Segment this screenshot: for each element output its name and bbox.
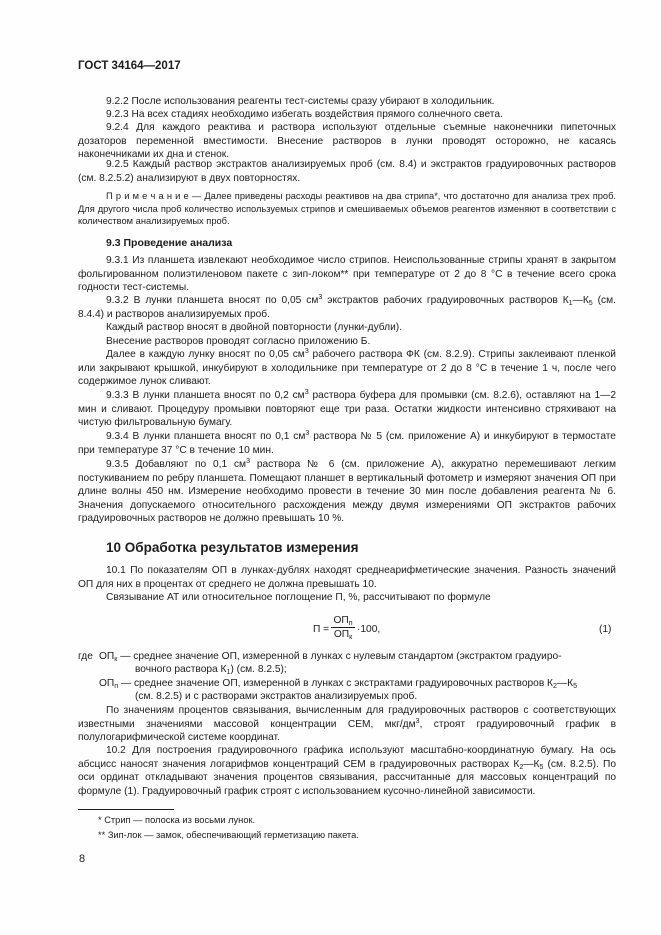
def-op-p-cont: (см. 8.2.5) и с растворами экстрактов анализируемых проб. bbox=[135, 691, 418, 702]
formula-numerator: $ОП_п$ bbox=[331, 615, 355, 628]
para-9-3-4: 9.3.4 В лунки планшета вносят по 0,1 $см^3$ раствора № 5 (см. приложение А) и инкубируют в термостате при температуре 37 °С в течение 10 мин. bbox=[78, 429, 616, 456]
note-text: — Далее приведены расходы реактивов на два стрипа*, что достаточно для анализа трех проб. Для другого числа проб количество используемых стрипов и смешиваемых объемов реагентов изменяют в соответствии с количеством анализируемых проб. bbox=[78, 191, 616, 226]
para-9-3-2: 9.3.2 В лунки планшета вносят по 0,05 $см^3$ экстрактов рабочих градуировочных растворов $К_1—К_5$ (см. 8.4.4) и растворов анализируемых проб. bbox=[78, 293, 616, 320]
para-9-3-5: 9.3.5 Добавляют по 0,1 $см^3$ раствора № 6 (см. приложение А), аккуратно перемешивают легким постукиванием по ребру планшета. Помещают планшет в вертикальный фотометр и измеряют значения ОП при длине волны 450 нм. Измерение необходимо провести в течение 30 мин после добавления реагента № 6. Значения допускаемого относительного расхождения между двумя измерениями ОП экстрактов рабочих градуировочных растворов не должно превышать 10 %. bbox=[78, 457, 616, 524]
def-op-k-cont: вочного раствора $К_1$) (см. 8.2.5); bbox=[135, 664, 287, 676]
note-label: П р и м е ч а н и е bbox=[106, 191, 189, 201]
footnote-ziplock: ** Зип-лок — замок, обеспечивающий герметизацию пакета. bbox=[98, 830, 359, 840]
footnote-strip: * Стрип — полоска из восьми лунок. bbox=[98, 815, 256, 825]
para-formula-intro: Связывание АТ или относительное поглощение П, %, рассчитывают по формуле bbox=[106, 592, 491, 603]
para-9-2-4: 9.2.4 Для каждого реактива и раствора используют отдельные съемные наконечники пипеточных дозаторов переменной вместимости. Внесение растворов в лунки проводят осторожно, не касаясь наконечниками их дна и стенок. bbox=[78, 122, 616, 160]
para-9-2-5: 9.2.5 Каждый раствор экстрактов анализируемых проб (см. 8.4) и экстрактов градуировочных растворов (см. 8.2.5.2) анализируют в двух повторностях. bbox=[78, 159, 616, 184]
standard-header: ГОСТ 34164—2017 bbox=[78, 60, 181, 72]
para-calibration-values: По значениям процентов связывания, вычисленным для градуировочных растворов с соответствующих известными значениями массовой концентрации СЕМ, мкг/$дм^3$, строят градуировочный график в полулогарифмической системе координат. bbox=[78, 705, 616, 743]
page-number: 8 bbox=[79, 853, 86, 865]
def-op-p: $ОП_п$ — среднее значение ОП, измеренной в лунках с экстрактами градуировочных растворов $К_2—К_5$ bbox=[99, 678, 578, 690]
formula-denominator: $ОП_к$ bbox=[333, 629, 353, 641]
formula-rhs: ·100, bbox=[357, 624, 381, 635]
def-where: где bbox=[78, 651, 93, 662]
formula-number: (1) bbox=[599, 624, 612, 635]
para-duplicates: Каждый раствор вносят в двойной повторности (лунки-дубли). bbox=[106, 322, 403, 333]
def-op-k: $ОП_к$ — среднее значение ОП, измеренной в лунках с нулевым стандартом (экстрактом градуиро- bbox=[99, 651, 562, 663]
para-fk: Далее в каждую лунку вносят по 0,05 $см^3$ рабочего раствора ФК (см. 8.2.9). Стрипы заклеивают пленкой или закрывают крышкой, инкубируют в холодильнике при температуре от 2 до 8 °С в течение 1 ч, после чего содержимое лунок сливают. bbox=[78, 347, 616, 387]
section-10-heading: 10 Обработка результатов измерения bbox=[106, 540, 359, 555]
para-9-3-3: 9.3.3 В лунки планшета вносят по 0,2 $см^3$ раствора буфера для промывки (см. 8.2.6), оставляют на 1—2 мин и сливают. Процедуру промывки повторяют еще три раза. Остатки жидкости интенсивно стряхивают на чистую фильтровальную бумагу. bbox=[78, 388, 616, 428]
para-appendix-b: Внесение растворов проводят согласно приложению Б. bbox=[106, 336, 371, 347]
footnote-divider bbox=[78, 809, 174, 810]
note bbox=[78, 190, 616, 228]
section-9-3-heading: 9.3 Проведение анализа bbox=[106, 237, 233, 249]
para-9-2-2: 9.2.2 После использования реагенты тест-системы сразу убирают в холодильник. bbox=[106, 96, 495, 107]
para-10-2: 10.2 Для построения градуировочного графика используют масштабно-координатную бумагу. На ось абсцисс наносят значения логарифмов концентраций СЕМ в градуировочных растворах $К_2—К_5$ (см. 8.2.5). По оси ординат откладывают значения процентов связывания, рассчитанные для массовых концентраций по формуле (1). Градуировочный график строят с использованием кусочно-линейной зависимости. bbox=[78, 745, 617, 797]
para-9-2-3: 9.2.3 На всех стадиях необходимо избегать воздействия прямого солнечного света. bbox=[106, 109, 503, 120]
formula-lhs: П = bbox=[313, 624, 330, 635]
para-10-1: 10.1 По показателям ОП в лунках-дублях находят среднеарифметические значения. Разность значений ОП для них в процентах от среднего не должна превышать 10. bbox=[78, 565, 616, 590]
para-9-3-1: 9.3.1 Из планшета извлекают необходимое число стрипов. Неиспользованные стрипы хранят в закрытом фольгированном полиэтиленовом пакете с зип-локом** при температуре от 2 до 8 °С в течение всего срока годности тест-системы. bbox=[78, 255, 616, 293]
